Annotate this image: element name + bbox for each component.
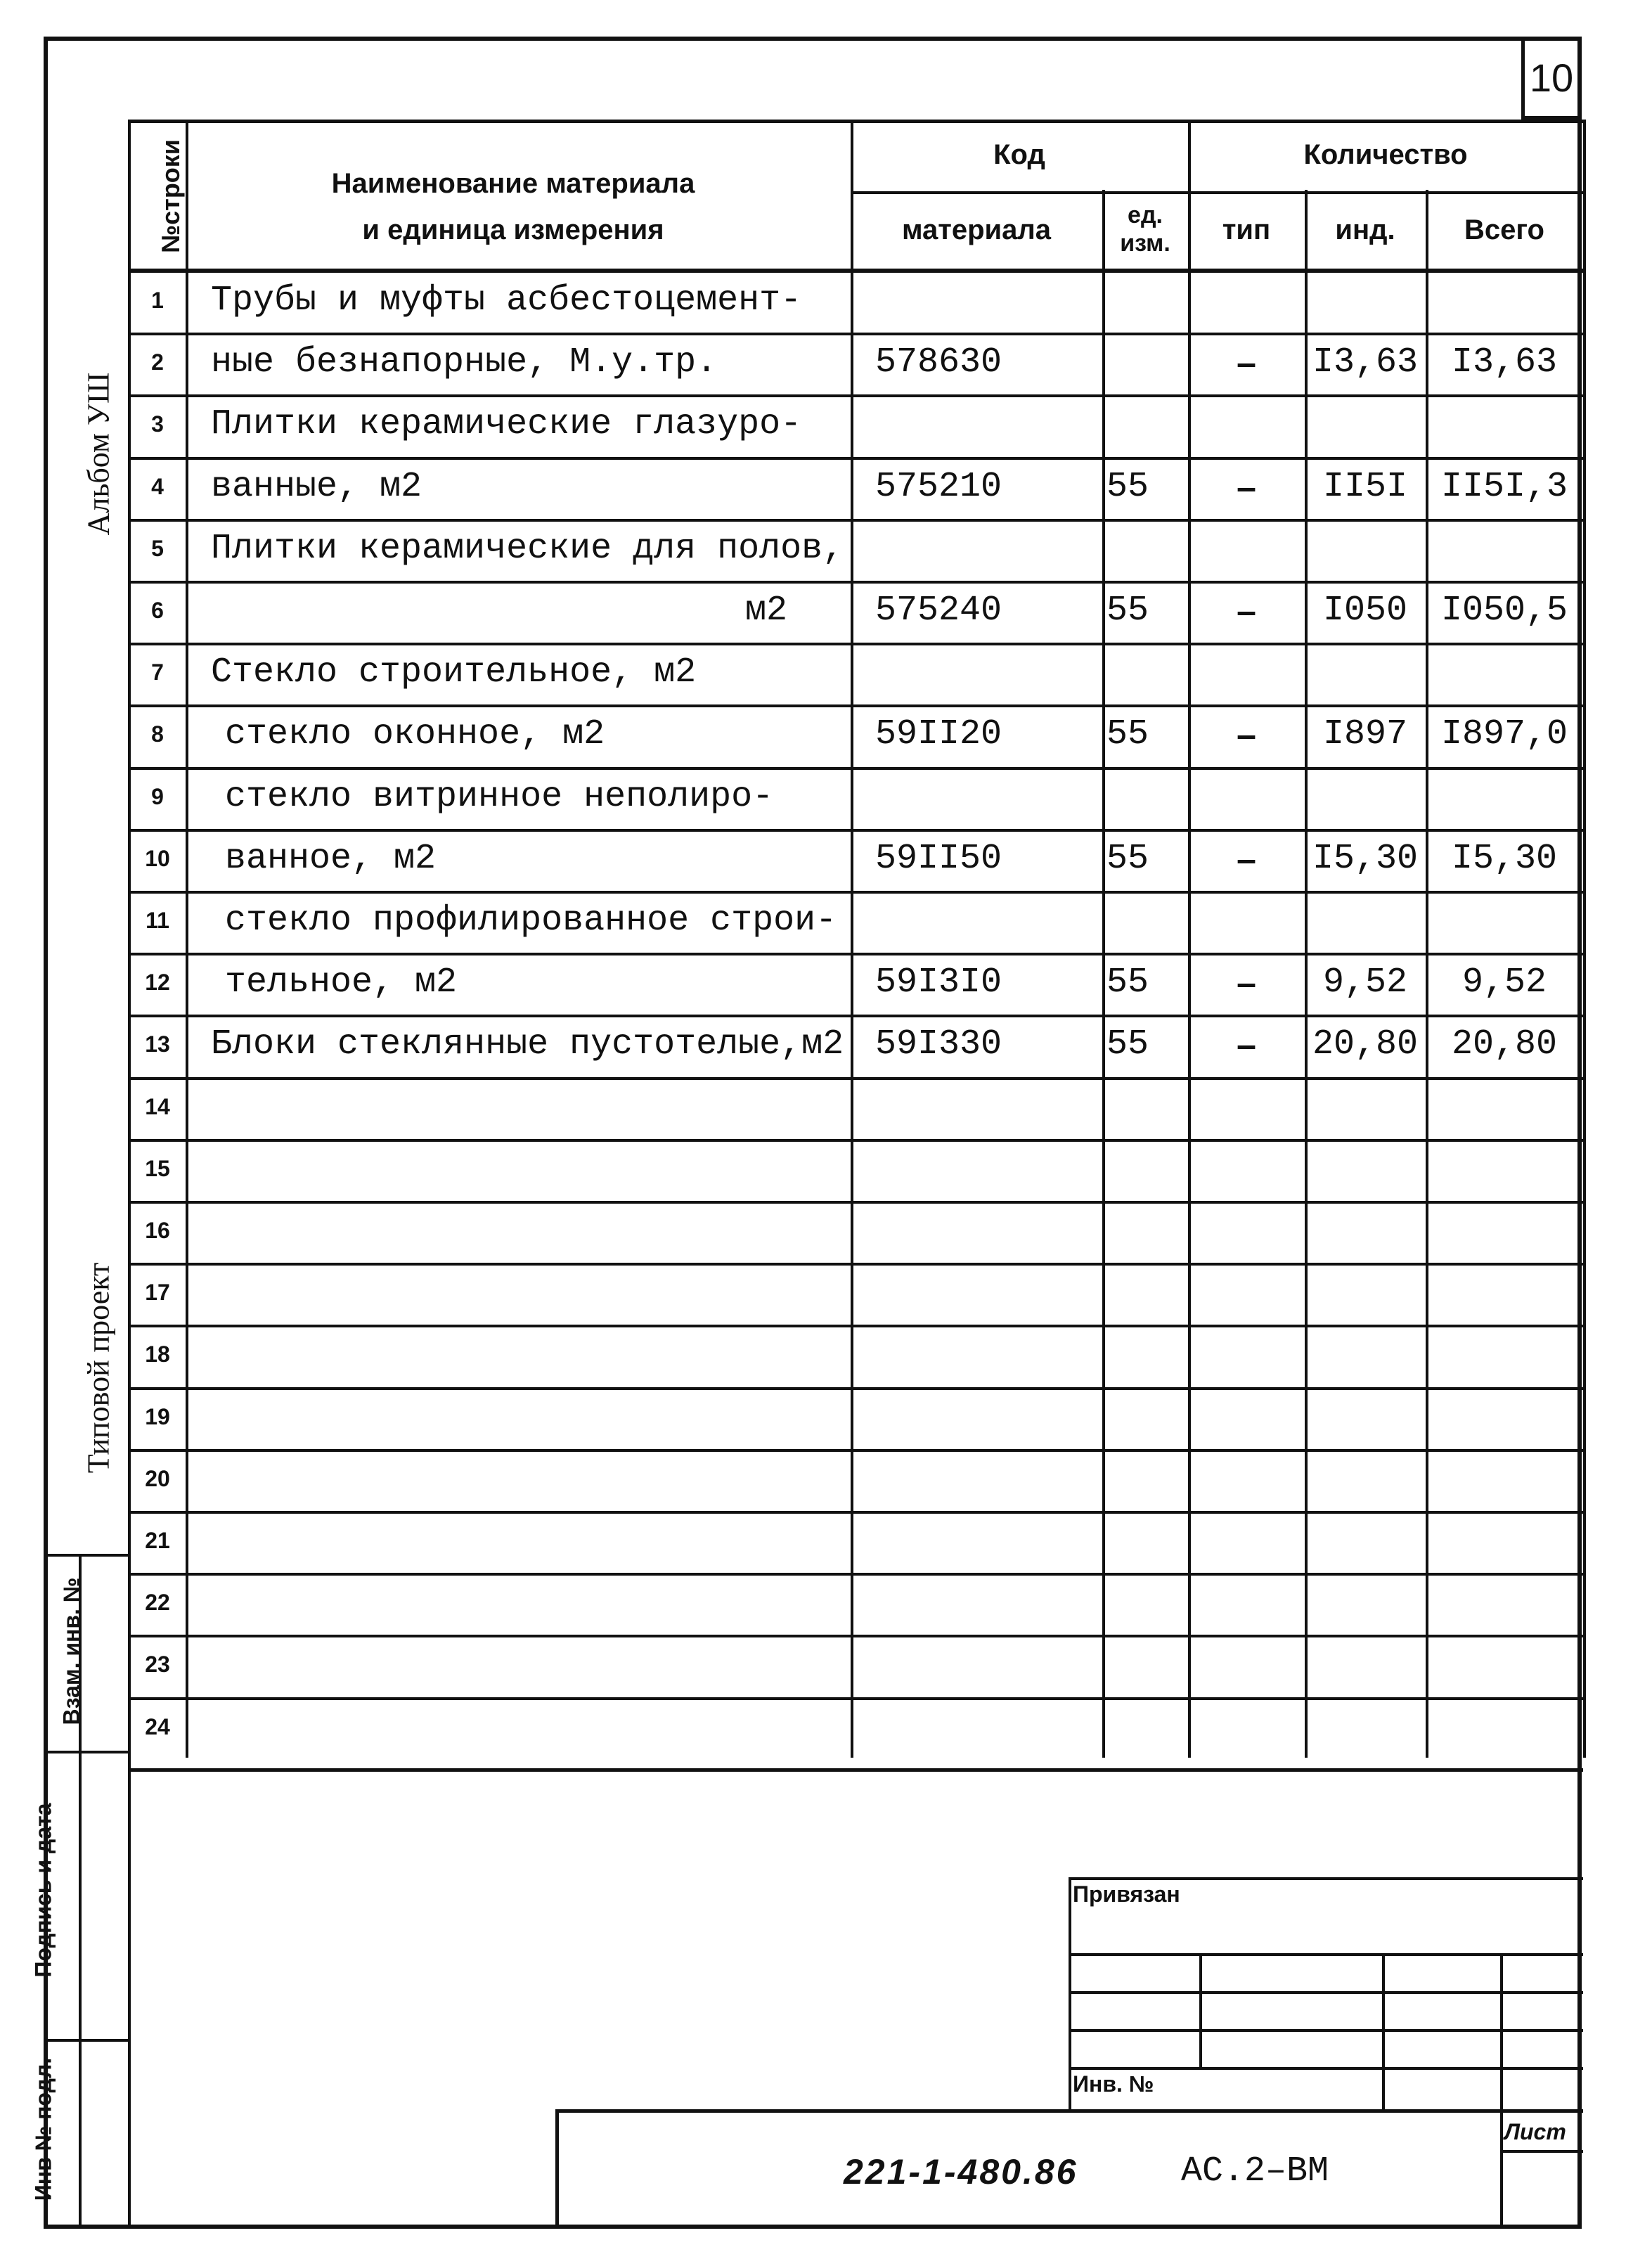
row-rule bbox=[128, 519, 1583, 522]
cell-type: – bbox=[1237, 343, 1256, 383]
stamp-inv-no-label: Инв. № bbox=[1073, 2071, 1154, 2097]
cell-code: 59I3I0 bbox=[875, 963, 1002, 1003]
header-split bbox=[851, 191, 1583, 194]
col-rule-right bbox=[1583, 120, 1586, 1758]
cell-name: Стекло строительное, м2 bbox=[211, 652, 697, 693]
cell-type: – bbox=[1237, 839, 1256, 879]
row-number: 10 bbox=[145, 845, 170, 871]
row-rule bbox=[128, 953, 1583, 955]
album-label: Альбом УШ bbox=[81, 372, 116, 536]
row-number: 6 bbox=[151, 598, 164, 623]
vzam-inv-label: Взам. инв. № bbox=[58, 1577, 84, 1725]
stamp-rule bbox=[1069, 2029, 1583, 2032]
stamp-col bbox=[1500, 1953, 1503, 2227]
row-number: 15 bbox=[145, 1155, 170, 1181]
stamp-rule bbox=[1069, 1953, 1583, 1956]
row-number: 9 bbox=[151, 783, 164, 809]
cell-unit: 55 bbox=[1106, 466, 1149, 507]
row-rule bbox=[128, 457, 1583, 460]
row-number: 2 bbox=[151, 349, 164, 375]
row-rule bbox=[128, 333, 1583, 335]
cell-total: II5I,3 bbox=[1440, 466, 1568, 507]
project-label: Типовой проект bbox=[81, 1262, 116, 1474]
cell-code: 59II20 bbox=[875, 714, 1002, 755]
row-number: 24 bbox=[145, 1713, 170, 1739]
cell-code: 575240 bbox=[875, 591, 1002, 631]
cell-name: Блоки стеклянные пустотелые,м2 bbox=[211, 1024, 844, 1065]
header-row-no: №строки bbox=[156, 139, 185, 253]
cell-type: – bbox=[1237, 467, 1256, 507]
row-rule bbox=[128, 1201, 1583, 1204]
header-qty-type: тип bbox=[1222, 214, 1271, 245]
cell-code: 575210 bbox=[875, 466, 1002, 507]
row-number: 13 bbox=[145, 1031, 170, 1057]
row-number: 22 bbox=[145, 1590, 170, 1616]
cell-name: стекло профилированное строи- bbox=[225, 901, 837, 941]
row-rule bbox=[128, 1139, 1583, 1142]
header-bottom bbox=[128, 269, 1583, 273]
cell-unit: 55 bbox=[1106, 591, 1149, 631]
header-code-material: материала bbox=[901, 214, 1052, 245]
header-name: Наименование материала и единица измерения bbox=[331, 168, 695, 245]
cell-name: стекло оконное, м2 bbox=[225, 714, 605, 755]
row-rule bbox=[128, 1015, 1583, 1017]
cell-name: м2 bbox=[744, 591, 787, 631]
row-rule bbox=[128, 767, 1583, 770]
row-number: 1 bbox=[151, 288, 164, 313]
designation: 221-1-480.86 bbox=[844, 2152, 1078, 2192]
podpis-data-label: Подпись и дата bbox=[30, 1803, 56, 1978]
cell-total: I5,30 bbox=[1451, 838, 1558, 879]
row-number: 17 bbox=[145, 1280, 170, 1306]
cell-ind: 9,52 bbox=[1322, 963, 1408, 1003]
row-rule bbox=[128, 891, 1583, 894]
cell-total: 20,80 bbox=[1451, 1024, 1558, 1065]
stamp-rule bbox=[1069, 2067, 1583, 2070]
binding-divider bbox=[44, 1751, 128, 1753]
cell-ind: II5I bbox=[1322, 466, 1408, 507]
cell-name: ванные, м2 bbox=[211, 466, 422, 507]
list-label: Лист bbox=[1504, 2119, 1566, 2144]
stamp-top bbox=[1069, 1877, 1583, 1880]
row-number: 21 bbox=[145, 1528, 170, 1553]
stamp-col bbox=[1382, 1953, 1385, 2109]
header-code-unit: ед. изм. bbox=[1120, 202, 1170, 257]
binding-divider bbox=[44, 2039, 128, 2042]
cell-name: Плитки керамические для полов, bbox=[211, 528, 844, 569]
cell-name: Трубы и муфты асбестоцемент- bbox=[211, 281, 802, 321]
sheet-number: 10 bbox=[1529, 56, 1574, 100]
binding-divider bbox=[44, 1554, 128, 1557]
header-code: Код bbox=[993, 139, 1045, 170]
cell-unit: 55 bbox=[1106, 838, 1149, 879]
stamp-col bbox=[1199, 1953, 1202, 2067]
cell-unit: 55 bbox=[1106, 1024, 1149, 1065]
row-rule bbox=[128, 1263, 1583, 1266]
row-rule bbox=[128, 394, 1583, 397]
row-number: 12 bbox=[145, 970, 170, 996]
cell-total: I3,63 bbox=[1451, 342, 1558, 383]
inv-podl-label: Инв № подл. bbox=[30, 2057, 56, 2201]
row-number: 5 bbox=[151, 535, 164, 561]
row-rule bbox=[128, 581, 1583, 584]
document-code: АС.2–ВМ bbox=[1181, 2151, 1329, 2192]
row-rule bbox=[128, 704, 1583, 707]
row-number: 14 bbox=[145, 1093, 170, 1119]
col-rule-code bbox=[1102, 190, 1105, 1758]
cell-type: – bbox=[1237, 591, 1256, 631]
row-number: 23 bbox=[145, 1652, 170, 1678]
stamp-rule bbox=[1069, 1991, 1583, 1994]
row-rule bbox=[128, 1325, 1583, 1327]
title-block-top bbox=[555, 2109, 1583, 2113]
row-rule bbox=[128, 1387, 1583, 1390]
row-number: 3 bbox=[151, 411, 164, 437]
row-number: 7 bbox=[151, 659, 164, 686]
cell-ind: I897 bbox=[1322, 714, 1408, 755]
cell-ind: 20,80 bbox=[1312, 1024, 1419, 1065]
row-number: 18 bbox=[145, 1341, 170, 1367]
cell-total: I050,5 bbox=[1440, 591, 1568, 631]
cell-total: I897,0 bbox=[1440, 714, 1568, 755]
cell-name: ные безнапорные, М.у.тр. bbox=[211, 342, 718, 383]
cell-ind: I5,30 bbox=[1312, 838, 1419, 879]
cell-unit: 55 bbox=[1106, 714, 1149, 755]
row-rule bbox=[128, 1511, 1583, 1514]
row-rule bbox=[128, 1449, 1583, 1452]
row-number: 8 bbox=[151, 721, 164, 747]
row-number: 11 bbox=[146, 908, 169, 933]
cell-unit: 55 bbox=[1106, 963, 1149, 1003]
cell-total: 9,52 bbox=[1461, 963, 1547, 1003]
row-rule bbox=[128, 829, 1583, 832]
cell-name: стекло витринное неполиро- bbox=[225, 776, 774, 817]
row-number: 19 bbox=[145, 1403, 170, 1429]
cell-type: – bbox=[1237, 1025, 1256, 1065]
cell-ind: I050 bbox=[1322, 591, 1408, 631]
header-quantity: Количество bbox=[1303, 139, 1468, 170]
privyazan-label: Привязан bbox=[1073, 1881, 1180, 1907]
row-number: 16 bbox=[145, 1218, 170, 1243]
row-rule bbox=[128, 1697, 1583, 1700]
cell-code: 59I330 bbox=[875, 1024, 1002, 1065]
cell-type: – bbox=[1237, 715, 1256, 755]
list-split bbox=[1500, 2150, 1583, 2153]
cell-type: – bbox=[1237, 963, 1256, 1003]
row-rule bbox=[128, 1573, 1583, 1576]
cell-name: ванное, м2 bbox=[225, 838, 437, 879]
row-number: 20 bbox=[145, 1465, 170, 1491]
row-rule bbox=[128, 1635, 1583, 1637]
cell-name: Плитки керамические глазуро- bbox=[211, 404, 802, 445]
header-qty-ind: инд. bbox=[1335, 214, 1395, 245]
row-rule bbox=[128, 643, 1583, 645]
row-rule bbox=[128, 1077, 1583, 1080]
row-number: 4 bbox=[151, 473, 164, 499]
cell-code: 59II50 bbox=[875, 838, 1002, 879]
cell-code: 578630 bbox=[875, 342, 1002, 383]
cell-ind: I3,63 bbox=[1312, 342, 1419, 383]
header-qty-total: Всего bbox=[1464, 214, 1544, 245]
title-block-left bbox=[555, 2109, 559, 2227]
cell-name: тельное, м2 bbox=[225, 963, 458, 1003]
